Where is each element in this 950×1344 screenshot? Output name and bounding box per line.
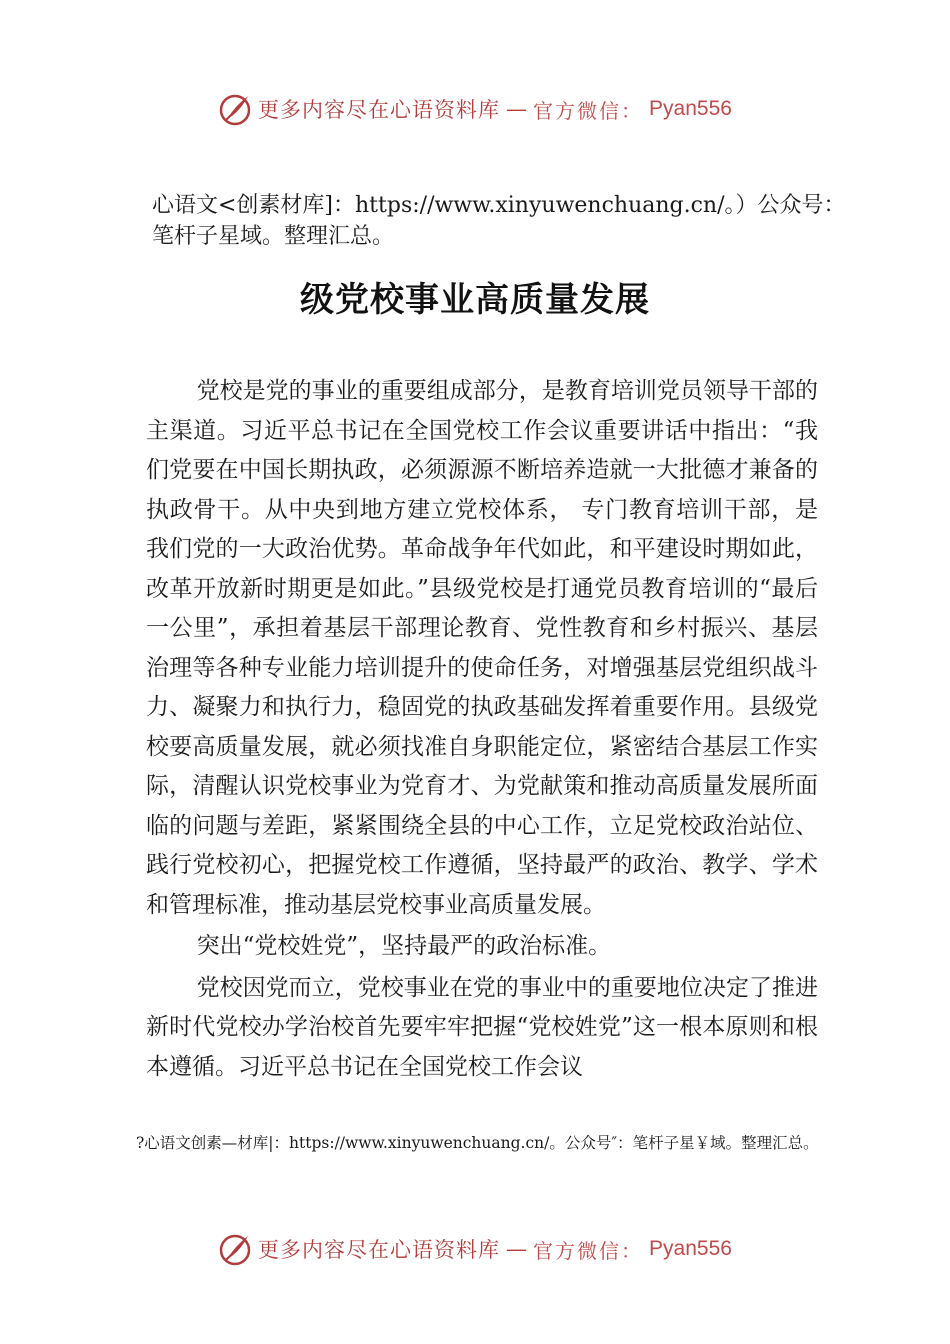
source-note-top: 心语文<创素材库]：https://www.xinyuwenchuang.cn/。）公众号：笔杆子星域。整理汇总。 <box>152 193 846 249</box>
banner-text: 更多内容尽在心语资料库 <box>258 98 501 122</box>
paragraph-2-heading: 突出“党校姓党”，坚持最严的政治标准。 <box>196 933 612 959</box>
paragraph-1: 党校是党的事业的重要组成部分，是教育培训党员领导干部的主渠道。习近平总书记在全国党校工作会议重要讲话中指出：“我们党要在中国长期执政，必须源源不断培养造就一大批德才兼备的执政骨干。从中央到地方建立党校体系， 专门教育培训干部，是我们党的一大政治优势。革命战争年代如此，和平建设时期如此，改革开放新时期更是如此。”县级党校是打通党员教育培训的“最后一公里”，承担着基层干部理论教育、党性教育和乡村振兴、基层治理等各种专业能力培训提升的使命任务，对增强基层党组织战斗力、凝聚力和执行力，稳固党的执政基础发挥着重要作用。县级党校要高质量发展，就必须找准自身职能定位，紧密结合基层工作实际，清醒认识党校事业为党育才、为党献策和推动高质量发展所面临的问题与差距，紧紧围绕全县的中心工作，立足党校政治站位、践行党校初心，把握党校工作遵循，坚持最严的政治、教学、学术和管理标准，推动基层党校事业高质量发展。 <box>146 378 818 918</box>
banner-wechat-label: 官方微信： <box>533 1238 644 1263</box>
document-title: 级党校事业高质量发展 <box>300 280 650 320</box>
header-banner <box>0 92 950 126</box>
banner-wechat-id: Pyan556 <box>649 97 732 120</box>
source-note-bottom: ?心语文创素—材库|：https://www.xinyuwenchuang.cn/。公众号″：笔杆子星￥域。整理汇总。 <box>136 1134 819 1152</box>
banner-separator: — <box>506 97 528 121</box>
footer-banner <box>0 1232 950 1266</box>
banner-text: 更多内容尽在心语资料库 <box>258 1238 501 1262</box>
paragraph-3: 党校因党而立，党校事业在党的事业中的重要地位决定了推进新时代党校办学治校首先要牢牢把握“党校姓党”这一根本原则和根本遵循。习近平总书记在全国党校工作会议 <box>146 974 818 1080</box>
banner-wechat-id: Pyan556 <box>649 1237 732 1260</box>
banner-separator: — <box>506 1237 528 1261</box>
document-body <box>146 372 818 1087</box>
quill-logo-icon <box>218 1232 252 1266</box>
quill-logo-icon <box>218 92 252 126</box>
banner-wechat-label: 官方微信： <box>533 98 644 123</box>
